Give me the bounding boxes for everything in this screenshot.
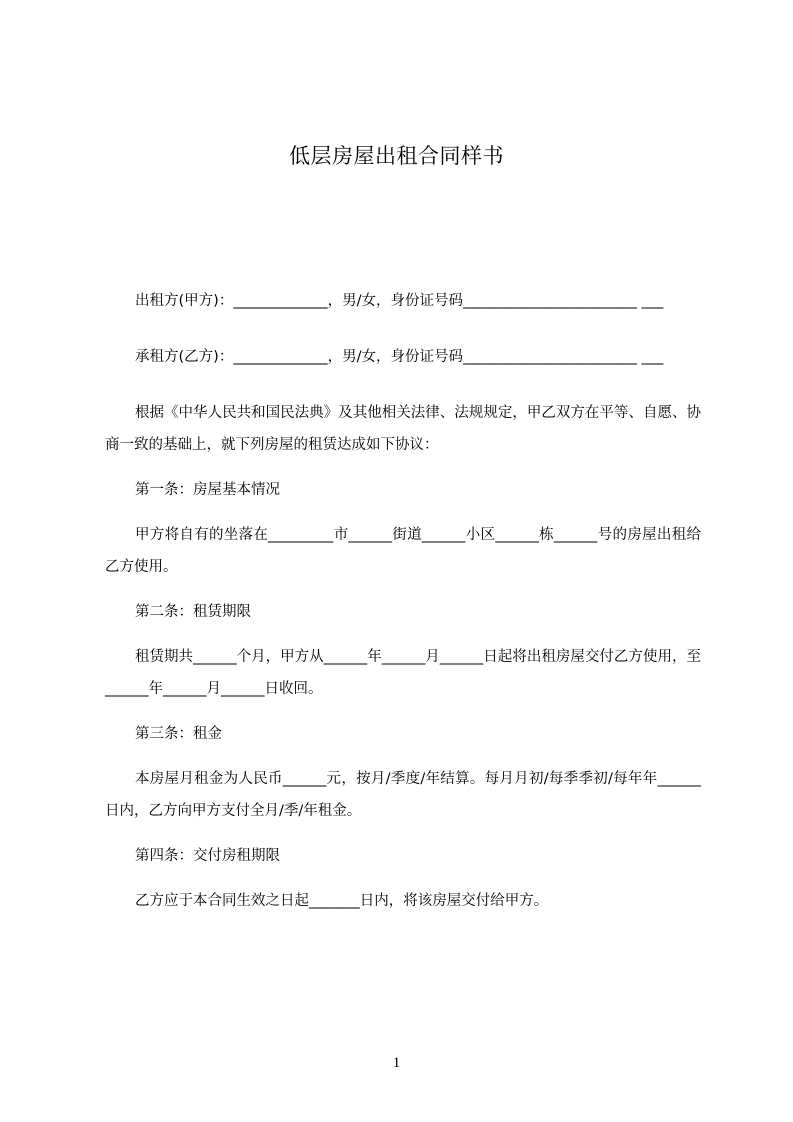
document-body	[105, 285, 701, 917]
article-3-body: 本房屋月租金为人民币______元，按月/季度/年结算。每月月初/每季季初/每年年______日内，乙方向甲方支付全月/季/年租金。	[105, 771, 701, 819]
article-1-heading: 第一条：房屋基本情况	[135, 482, 280, 498]
article-4-body: 乙方应于本合同生效之日起_______日内，将该房屋交付给甲方。	[135, 893, 549, 909]
article-1-body: 甲方将自有的坐落在_________市______街道______小区______栋______号的房屋出租给乙方使用。	[105, 527, 701, 575]
page-number: 1	[392, 1055, 401, 1071]
lessor-line: 出租方(甲方)：_____________，男/女，身份证号码________________________ ___	[135, 293, 664, 309]
article-2-body: 租赁期共______个月，甲方从______年______月______日起将出租房屋交付乙方使用，至______年______月______日收回。	[105, 649, 701, 697]
article-4-heading: 第四条：交付房租期限	[135, 848, 280, 864]
document-title: 低层房屋出租合同样书	[289, 144, 504, 168]
lessee-line: 承租方(乙方)：_____________，男/女，身份证号码________________________ ___	[135, 349, 664, 365]
article-2-heading: 第二条：租赁期限	[135, 604, 251, 620]
article-3-heading: 第三条：租金	[135, 726, 222, 742]
preamble-paragraph: 根据《中华人民共和国民法典》及其他相关法律、法规规定，甲乙双方在平等、自愿、协商一致的基础上，就下列房屋的租赁达成如下协议：	[105, 405, 701, 453]
